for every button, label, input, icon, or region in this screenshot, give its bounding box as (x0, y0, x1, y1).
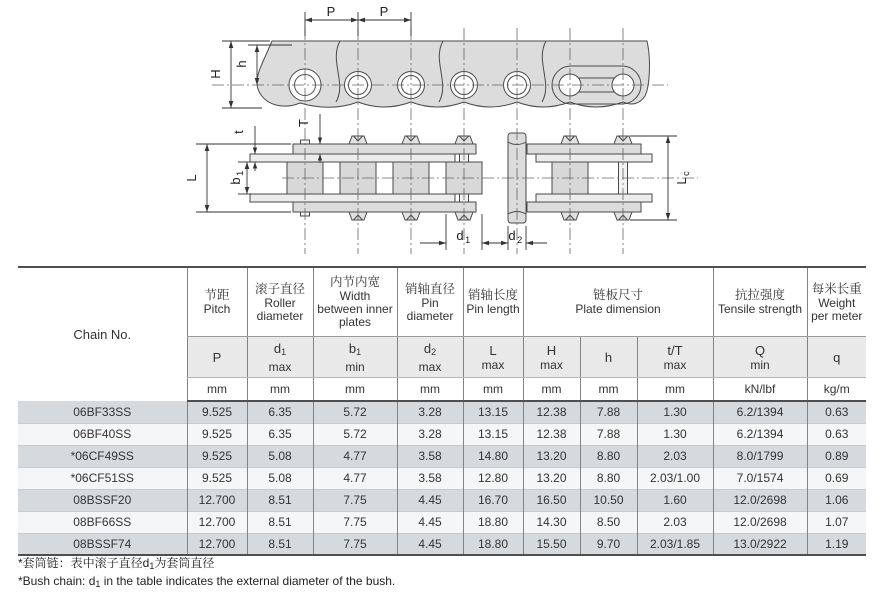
table-row (18, 467, 866, 489)
header-names-row (18, 267, 866, 337)
cell-value: 2.03/1.00 (637, 467, 713, 489)
header-group (313, 267, 397, 337)
dim-label-d2 (508, 228, 522, 246)
symbol-qualifier: max (268, 359, 292, 374)
dim-label-T: T (296, 119, 311, 127)
symbol-base: L (489, 342, 497, 358)
symbol-base: h (604, 349, 613, 365)
table-row (18, 489, 866, 511)
header-unit: mm (313, 378, 397, 402)
cell-value: 5.08 (247, 445, 313, 467)
header-group-en: Plate dimension (575, 302, 661, 316)
svg-text:b: b (228, 177, 243, 185)
cell-value: 9.525 (187, 423, 247, 445)
cell-value: 8.51 (247, 533, 313, 555)
spec-table-section (18, 266, 866, 556)
header-unit: mm (523, 378, 580, 402)
cell-value: 5.72 (313, 423, 397, 445)
cell-value: 13.20 (523, 445, 580, 467)
cell-value: 4.77 (313, 445, 397, 467)
dim-label-d1 (456, 228, 470, 246)
cell-value: 9.525 (187, 445, 247, 467)
footnote-en: *Bush chain: $d_1$ in the table indicates the external diameter of the bush. (18, 574, 396, 589)
cell-value: 4.45 (397, 511, 463, 533)
header-unit: kg/m (807, 378, 866, 402)
table-row (18, 511, 866, 533)
header-group-en: Roller diameter (256, 295, 304, 323)
cell-value: 14.80 (463, 445, 523, 467)
cell-value: 1.30 (637, 401, 713, 423)
symbol-base: t/T (667, 342, 683, 358)
cell-value: 3.28 (397, 401, 463, 423)
cell-value: 7.75 (313, 489, 397, 511)
header-symbol (313, 337, 397, 378)
cell-value: 6.35 (247, 401, 313, 423)
cell-value: 8.80 (580, 445, 637, 467)
header-group (807, 267, 866, 337)
cell-value: 13.20 (523, 467, 580, 489)
table-row (18, 533, 866, 555)
symbol-qualifier: max (418, 359, 442, 374)
cell-value: 9.525 (187, 401, 247, 423)
footnote-en-text: *Bush chain: d (18, 574, 96, 588)
symbol-base: d (423, 340, 432, 356)
cell-value: 0.89 (807, 445, 866, 467)
cell-value: 12.0/2698 (713, 489, 807, 511)
cell-value: 5.72 (313, 401, 397, 423)
symbol-sub: 2 (431, 346, 437, 357)
svg-text:c: c (681, 171, 692, 176)
symbol-base: b (348, 340, 357, 356)
chain-technical-drawing (0, 0, 884, 262)
header-group-cn: 销轴长度 (467, 288, 518, 302)
cell-value: 6.35 (247, 423, 313, 445)
cell-value: 7.75 (313, 533, 397, 555)
cell-value: 9.525 (187, 467, 247, 489)
header-group-en: Width between inner plates (317, 289, 393, 329)
header-group-cn: 节距 (204, 288, 230, 302)
cell-value: 8.50 (580, 511, 637, 533)
header-group-en: Pin length (466, 302, 520, 316)
cell-chain-no: 06BF33SS (73, 404, 132, 419)
cell-value: 7.75 (313, 511, 397, 533)
cell-value: 1.60 (637, 489, 713, 511)
header-symbol (580, 337, 637, 378)
header-unit: mm (580, 378, 637, 402)
symbol-text (316, 341, 395, 360)
svg-text:d: d (456, 228, 464, 243)
cell-value: 6.2/1394 (713, 423, 807, 445)
header-group-cn: 抗拉强度 (735, 288, 786, 302)
cell-value: 16.50 (523, 489, 580, 511)
header-unit: kN/lbf (713, 378, 807, 402)
symbol-text (810, 350, 865, 365)
svg-text:1: 1 (465, 235, 471, 246)
header-group-en: Pitch (203, 302, 231, 316)
cell-value: 4.45 (397, 533, 463, 555)
header-chain-no: Chain No. (18, 267, 187, 401)
header-group (397, 267, 463, 337)
symbol-text (400, 341, 461, 360)
symbol-text (250, 341, 311, 360)
cell-value: 18.80 (463, 533, 523, 555)
spec-table (18, 266, 866, 556)
dim-label-L: L (184, 174, 199, 182)
cell-value: 12.700 (187, 511, 247, 533)
svg-text:d: d (508, 228, 516, 243)
side-view (257, 41, 650, 107)
symbol-sub: 1 (281, 346, 287, 357)
header-symbol (713, 337, 807, 378)
symbol-base: d (273, 340, 282, 356)
cell-value: 6.2/1394 (713, 401, 807, 423)
header-group-cn: 滚子直径 (254, 281, 305, 296)
symbol-text (716, 343, 805, 358)
cell-value: 15.50 (523, 533, 580, 555)
cell-value: 16.70 (463, 489, 523, 511)
cell-value: 8.80 (580, 467, 637, 489)
header-unit: mm (247, 378, 313, 402)
cell-value: 1.30 (637, 423, 713, 445)
cell-value: 3.58 (397, 467, 463, 489)
cell-value: 8.51 (247, 511, 313, 533)
header-symbol (187, 337, 247, 378)
cell-value: 12.38 (523, 423, 580, 445)
cell-value: 18.80 (463, 511, 523, 533)
cell-value: 8.0/1799 (713, 445, 807, 467)
cell-value: 9.70 (580, 533, 637, 555)
cell-value: 1.07 (807, 511, 866, 533)
cell-value: 4.45 (397, 489, 463, 511)
header-group-en: Weight per meter (811, 295, 863, 323)
cell-value: 13.15 (463, 401, 523, 423)
symbol-base: q (833, 349, 841, 365)
dim-label-pitch-right: P (379, 4, 389, 19)
svg-text:2: 2 (517, 235, 523, 246)
symbol-base: Q (754, 342, 766, 358)
cell-value: 1.06 (807, 489, 866, 511)
header-unit: mm (637, 378, 713, 402)
header-symbol (463, 337, 523, 378)
dim-label-b1 (228, 171, 246, 185)
symbol-sub: 1 (356, 346, 362, 357)
header-group (463, 267, 523, 337)
header-group-cn: 链板尺寸 (593, 288, 644, 302)
table-header (18, 267, 866, 401)
cell-value: 12.700 (187, 489, 247, 511)
cell-value: 10.50 (580, 489, 637, 511)
footnotes (18, 556, 395, 592)
header-symbol (247, 337, 313, 378)
symbol-qualifier: max (481, 357, 505, 372)
cell-value: 14.30 (523, 511, 580, 533)
cell-value: 13.15 (463, 423, 523, 445)
cell-value: 0.63 (807, 401, 866, 423)
cell-value: 7.88 (580, 401, 637, 423)
cell-value: 1.19 (807, 533, 866, 555)
header-group (523, 267, 713, 337)
cell-chain-no: 08BF66SS (18, 511, 187, 533)
cell-value: 12.700 (187, 533, 247, 555)
symbol-text (640, 343, 711, 358)
svg-text:L: L (674, 177, 689, 185)
cell-value: 7.0/1574 (713, 467, 807, 489)
cell-value: 12.0/2698 (713, 511, 807, 533)
cell-value: 12.80 (463, 467, 523, 489)
cell-chain-no: *06CF51SS (18, 467, 187, 489)
symbol-base: H (546, 342, 557, 358)
dim-label-pitch-left: P (326, 4, 336, 19)
symbol-qualifier: max (663, 357, 687, 372)
cell-chain-no: 08BSSF74 (18, 533, 187, 555)
cell-value: 8.51 (247, 489, 313, 511)
cell-value: 2.03 (637, 511, 713, 533)
svg-text:1: 1 (235, 170, 246, 176)
header-symbol (807, 337, 866, 378)
table-body (18, 401, 866, 555)
symbol-text (583, 350, 635, 365)
cell-value: 12.38 (523, 401, 580, 423)
cell-value: 7.88 (580, 423, 637, 445)
table-row (18, 401, 866, 423)
cell-chain-no: 06BF40SS (18, 423, 187, 445)
symbol-qualifier: max (540, 357, 563, 372)
cell-value: 0.69 (807, 467, 866, 489)
symbol-text (466, 343, 521, 358)
header-symbol (523, 337, 580, 378)
header-group-en: Pin diameter (406, 295, 454, 323)
header-group (713, 267, 807, 337)
dim-label-t: t (231, 130, 246, 134)
cell-value: 2.03 (637, 445, 713, 467)
header-group-cn: 销轴直径 (404, 281, 455, 296)
cell-value: 2.03/1.85 (637, 533, 713, 555)
table-row (18, 423, 866, 445)
header-unit: mm (397, 378, 463, 402)
symbol-qualifier: min (345, 359, 365, 374)
symbol-text (526, 343, 578, 358)
header-group (187, 267, 247, 337)
symbol-text (190, 350, 245, 365)
cell-chain-no: 08BSSF20 (18, 489, 187, 511)
cell-value: 3.58 (397, 445, 463, 467)
table-row (18, 445, 866, 467)
dim-label-h: h (234, 60, 249, 68)
header-symbol (397, 337, 463, 378)
header-group (247, 267, 313, 337)
cell-value: 0.63 (807, 423, 866, 445)
header-group-en: Tensile strength (717, 302, 803, 316)
header-group-cn: 每米长重 (811, 281, 862, 296)
cell-value: 13.0/2922 (713, 533, 807, 555)
dim-label-H: H (208, 69, 223, 79)
cell-value: 4.77 (313, 467, 397, 489)
cell-chain-no: *06CF49SS (18, 445, 187, 467)
header-unit: mm (463, 378, 523, 402)
header-symbol (637, 337, 713, 378)
footnote-cn-text: *套筒链：表中滚子直径d (18, 556, 150, 570)
symbol-base: P (212, 349, 222, 365)
symbol-qualifier: min (750, 357, 770, 372)
header-unit: mm (187, 378, 247, 402)
cell-value: 3.28 (397, 423, 463, 445)
cell-value: 5.08 (247, 467, 313, 489)
header-group-cn: 内节内宽 (329, 275, 380, 289)
footnote-cn: *套筒链：表中滚子直径$d_1$为套筒直径 (18, 556, 215, 571)
